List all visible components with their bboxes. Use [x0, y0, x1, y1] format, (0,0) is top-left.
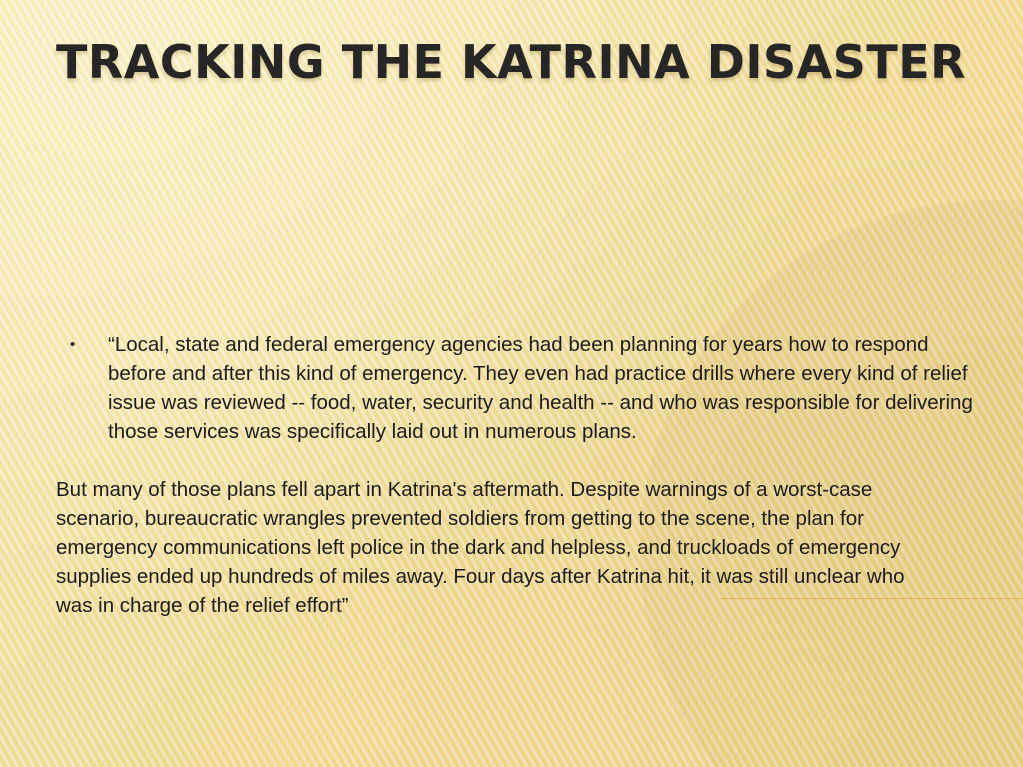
bullet-item — [56, 330, 986, 446]
slide-title: TRACKING THE KATRINA DISASTER — [56, 35, 967, 89]
quote-continuation-paragraph: But many of those plans fell apart in Katrina's aftermath. Despite warnings of a worst-case scenario, bureaucratic wrangles prevented soldiers from getting to the scene, the plan for emergency communications left police in the dark and helpless, and truckloads of emergency supplies ended up hundreds of miles away. Four days after Katrina hit, it was still unclear who was in charge of the relief effort” — [56, 478, 905, 617]
slide-body — [56, 330, 986, 620]
bullet-quote-text: “Local, state and federal emergency agencies had been planning for years how to respond before and after this kind of emergency. They even had practice drills where every kind of relief issue was reviewed -- food, water, security and health -- and who was responsible for delivering those services was specifically laid out in numerous plans. — [108, 333, 973, 443]
bullet-marker: • — [70, 336, 76, 353]
